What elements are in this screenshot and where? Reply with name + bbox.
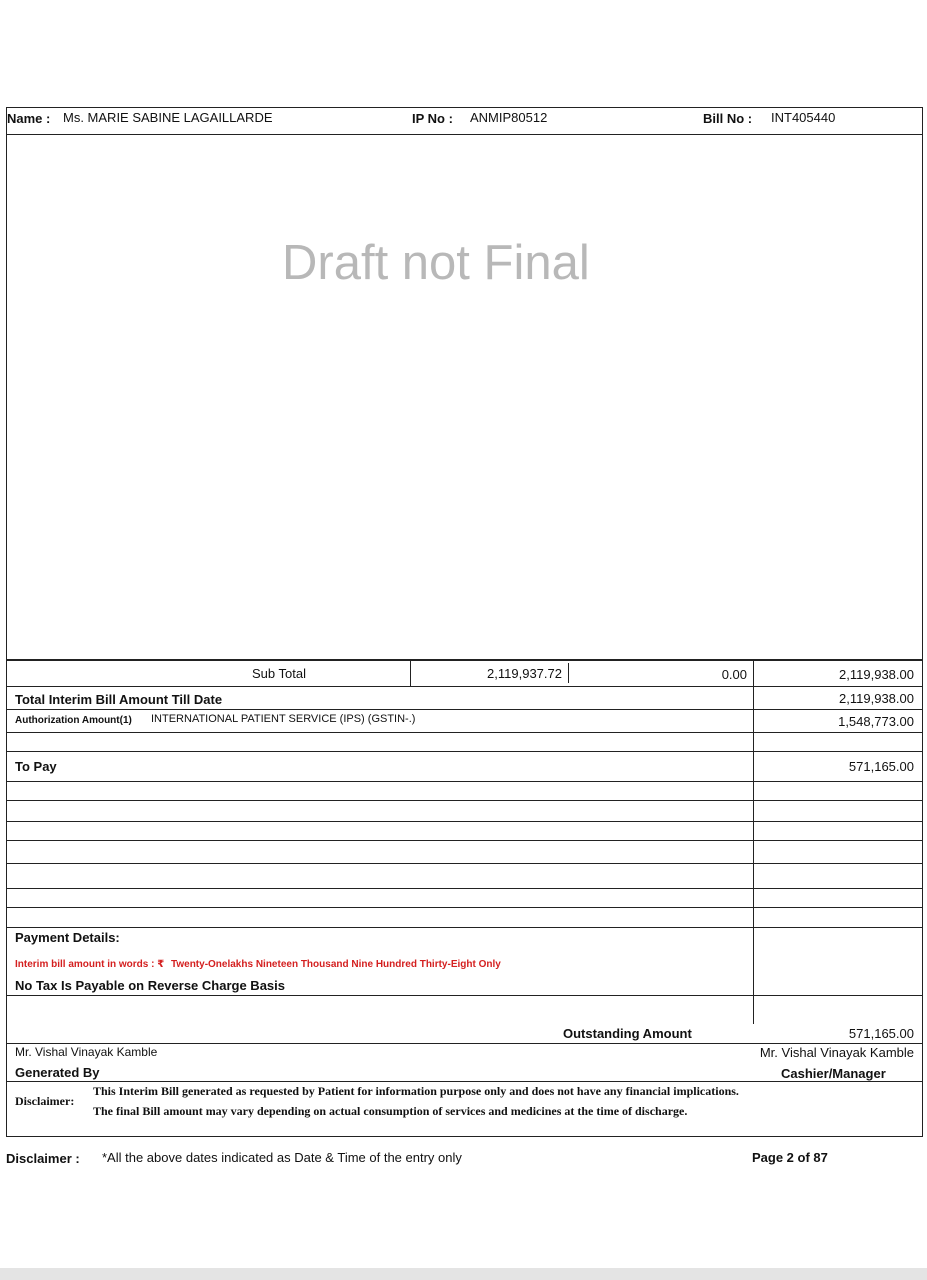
patient-name: Ms. MARIE SABINE LAGAILLARDE bbox=[63, 110, 273, 125]
footer-disclaimer-label: Disclaimer : bbox=[6, 1151, 80, 1166]
authorization-label: Authorization Amount(1) bbox=[15, 715, 132, 726]
name-label: Name : bbox=[7, 111, 51, 126]
amount-in-words bbox=[15, 958, 501, 971]
authorization-detail: INTERNATIONAL PATIENT SERVICE (IPS) (GSTIN-.) bbox=[151, 713, 416, 725]
amount-in-words-label: Interim bill amount in words : bbox=[15, 959, 155, 970]
disclaimer-box-label: Disclaimer: bbox=[15, 1094, 75, 1108]
subtotal-discount: 0.00 bbox=[721, 667, 747, 682]
ip-label: IP No : bbox=[412, 111, 453, 126]
total-interim-value: 2,119,938.00 bbox=[839, 691, 914, 706]
subtotal-amount: 2,119,937.72 bbox=[487, 666, 562, 681]
rupee-icon: ₹ bbox=[157, 959, 165, 970]
bill-number: INT405440 bbox=[771, 110, 836, 125]
bill-label: Bill No : bbox=[703, 111, 753, 126]
disclaimer-line-2: The final Bill amount may vary depending on actual consumption of services and medicines at the time of discharge. bbox=[93, 1104, 688, 1118]
authorization-value: 1,548,773.00 bbox=[838, 714, 914, 729]
total-interim-label: Total Interim Bill Amount Till Date bbox=[15, 692, 223, 707]
tax-note: No Tax Is Payable on Reverse Charge Basis bbox=[15, 978, 285, 993]
disclaimer-line-1: This Interim Bill generated as requested by Patient for information purpose only and does not have any financial implications. bbox=[93, 1084, 739, 1098]
outstanding-value: 571,165.00 bbox=[848, 1026, 914, 1041]
subtotal-net: 2,119,938.00 bbox=[839, 667, 914, 682]
payment-details-heading: Payment Details: bbox=[15, 930, 120, 945]
cashier-label: Cashier/Manager bbox=[781, 1066, 886, 1081]
generated-by-name: Mr. Vishal Vinayak Kamble bbox=[15, 1045, 158, 1059]
ip-number: ANMIP80512 bbox=[470, 110, 548, 125]
to-pay-label: To Pay bbox=[15, 759, 57, 774]
outstanding-label: Outstanding Amount bbox=[563, 1026, 692, 1041]
draft-watermark: Draft not Final bbox=[282, 236, 590, 290]
subtotal-label: Sub Total bbox=[252, 666, 306, 681]
to-pay-value: 571,165.00 bbox=[848, 759, 914, 774]
page-number: Page 2 of 87 bbox=[752, 1150, 828, 1165]
generated-by-label: Generated By bbox=[15, 1065, 100, 1080]
amount-in-words-value: Twenty-Onelakhs Nineteen Thousand Nine Hundred Thirty-Eight Only bbox=[170, 959, 501, 970]
cashier-name: Mr. Vishal Vinayak Kamble bbox=[759, 1045, 914, 1060]
footer-disclaimer-text: *All the above dates indicated as Date & Time of the entry only bbox=[102, 1150, 462, 1165]
viewer-bottom-bar bbox=[0, 1268, 927, 1280]
